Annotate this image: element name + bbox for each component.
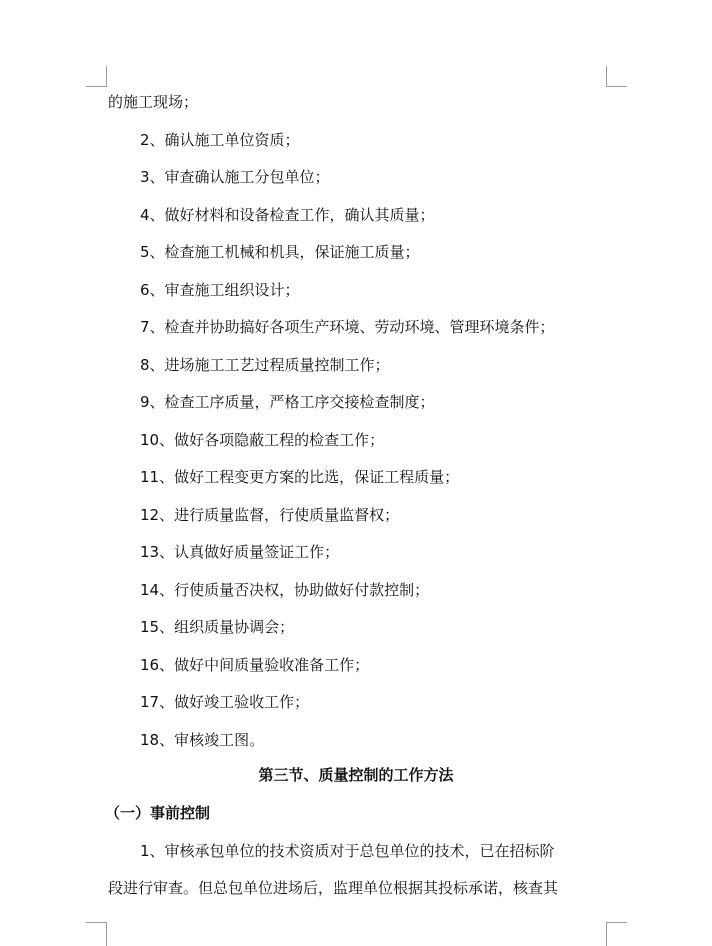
continuation-text: 的施工现场；	[108, 93, 199, 111]
crop-mark-bottom-left	[86, 922, 107, 946]
list-item: 13、认真做好质量签证工作；	[140, 543, 340, 561]
crop-mark-bottom-right	[606, 922, 627, 946]
list-item: 10、做好各项隐蔽工程的检查工作；	[140, 431, 385, 449]
list-item: 18、审核竣工图。	[140, 731, 265, 749]
list-item: 7、检查并协助搞好各项生产环境、劳动环境、管理环境条件；	[140, 318, 555, 336]
paragraph-line: 段进行审查。但总包单位进场后，监理单位根据其投标承诺，核查其	[108, 879, 559, 897]
crop-mark-top-right	[606, 66, 627, 87]
list-item: 12、进行质量监督，行使质量监督权；	[140, 506, 400, 524]
list-item: 16、做好中间质量验收准备工作；	[140, 656, 370, 674]
section-heading: 第三节、质量控制的工作方法	[258, 766, 454, 784]
list-item: 3、审查确认施工分包单位；	[140, 168, 330, 186]
list-item: 17、做好竣工验收工作；	[140, 693, 310, 711]
list-item: 6、审查施工组织设计；	[140, 281, 300, 299]
list-item: 8、进场施工工艺过程质量控制工作；	[140, 356, 390, 374]
subsection-heading: （一）事前控制	[105, 804, 211, 822]
list-item: 2、确认施工单位资质；	[140, 131, 300, 149]
list-item: 15、组织质量协调会；	[140, 618, 295, 636]
list-item: 9、检查工序质量，严格工序交接检查制度；	[140, 393, 435, 411]
list-item: 11、做好工程变更方案的比选，保证工程质量；	[140, 468, 460, 486]
list-item: 4、做好材料和设备检查工作，确认其质量；	[140, 206, 435, 224]
list-item: 14、行使质量否决权，协助做好付款控制；	[140, 581, 430, 599]
paragraph-line: 1、审核承包单位的技术资质对于总包单位的技术，已在招标阶	[140, 842, 555, 860]
list-item: 5、检查施工机械和机具，保证施工质量；	[140, 243, 420, 261]
crop-mark-top-left	[86, 66, 107, 87]
